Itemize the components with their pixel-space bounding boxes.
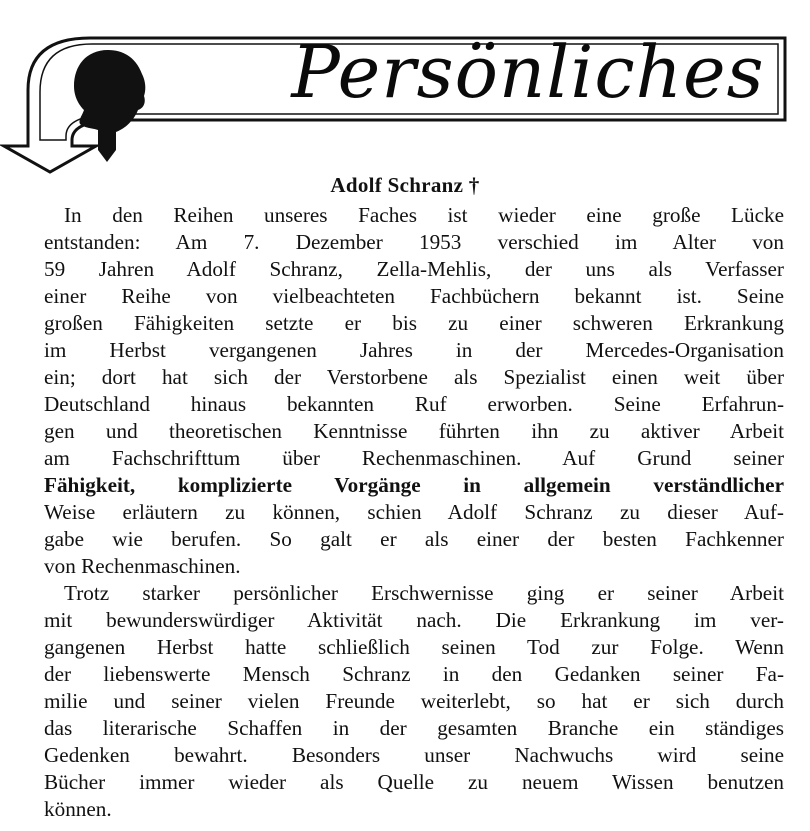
text-line: der liebenswerte Mensch Schranz in den Gedanken seiner Fa- [44, 662, 784, 686]
text-line: im Herbst vergangenen Jahres in der Mercedes-Organisation [44, 338, 784, 362]
text-line: mit bewunderswürdiger Aktivität nach. Die Erkrankung im ver- [44, 608, 784, 632]
text-line: Bücher immer wieder als Quelle zu neuem Wissen benutzen [44, 770, 784, 794]
text-line: Fähigkeit, komplizierte Vorgänge in allgemein verständlicher [44, 473, 784, 497]
text-line: Weise erläutern zu können, schien Adolf Schranz zu dieser Auf- [44, 500, 784, 524]
article-body [44, 202, 784, 823]
text-line: großen Fähigkeiten setzte er bis zu einer schweren Erkrankung [44, 311, 784, 335]
text-line: milie und seiner vielen Freunde weiterlebt, so hat er sich durch [44, 689, 784, 713]
text-line: können. [44, 797, 112, 821]
text-line: gen und theoretischen Kenntnisse führten ihn zu aktiver Arbeit [44, 419, 784, 443]
text-line: das literarische Schaffen in der gesamten Branche ein ständiges [44, 716, 784, 740]
article-heading: Adolf Schranz † [330, 173, 480, 197]
text-line: einer Reihe von vielbeachteten Fachbüchern bekannt ist. Seine [44, 284, 784, 308]
text-line: von Rechenmaschinen. [44, 554, 241, 578]
text-line: entstanden: Am 7. Dezember 1953 verschied im Alter von [44, 230, 784, 254]
text-line: Deutschland hinaus bekannten Ruf erworben. Seine Erfahrun- [44, 392, 784, 416]
text-line: am Fachschrifttum über Rechenmaschinen. Auf Grund seiner [44, 446, 784, 470]
paragraph-1 [44, 202, 784, 580]
text-line: ein; dort hat sich der Verstorbene als Spezialist einen weit über [44, 365, 784, 389]
text-line: Gedenken bewahrt. Besonders unser Nachwuchs wird seine [44, 743, 784, 767]
paragraph-2 [44, 580, 784, 823]
text-line: Trotz starker persönlicher Erschwernisse ging er seiner Arbeit [64, 581, 784, 605]
banner-title: Persönliches [291, 30, 765, 114]
text-line: In den Reihen unseres Faches ist wieder eine große Lücke [64, 203, 784, 227]
section-banner [0, 0, 810, 175]
text-line: 59 Jahren Adolf Schranz, Zella-Mehlis, der uns als Verfasser [44, 257, 784, 281]
text-line: gabe wie berufen. So galt er als einer der besten Fachkenner [44, 527, 784, 551]
text-line: gangenen Herbst hatte schließlich seinen Tod zur Folge. Wenn [44, 635, 784, 659]
